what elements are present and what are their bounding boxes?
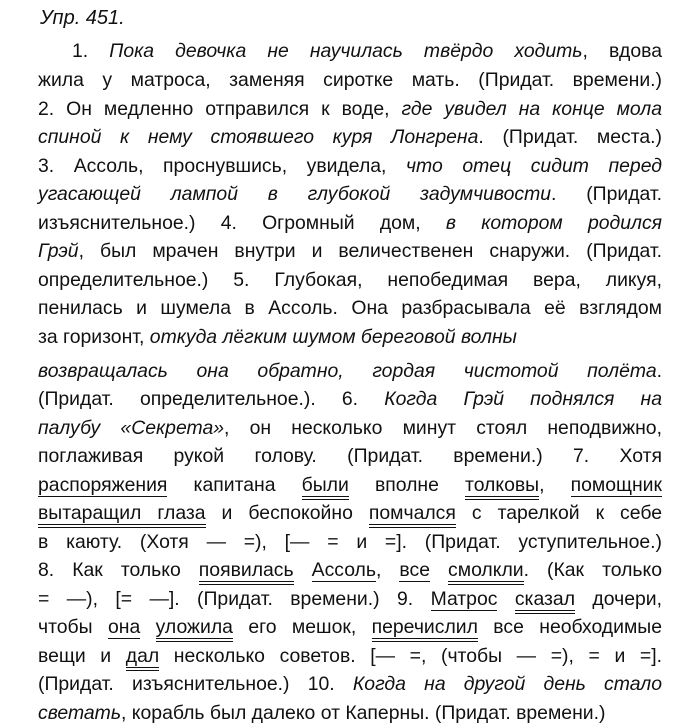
text-segment: жила у матроса, заменяя сиротке мать. (Придат. времени.) (38, 69, 662, 91)
text-segment: его мешок, (232, 616, 372, 638)
text-line (38, 498, 662, 528)
text-segment: , корабль был далеко от Каперны. (Придат. времени.) (121, 702, 606, 724)
subject-underlined: Матрос (430, 588, 498, 610)
italic-clause: в котором родился (445, 212, 663, 234)
text-segment (140, 616, 155, 638)
text-line (38, 669, 662, 699)
italic-clause: где увидел на конце мола (401, 98, 662, 120)
text-segment: . (Придат. места.) (478, 126, 662, 148)
text-segment: , был мрачен внутри и величественен снаружи. (Придат. (78, 240, 662, 262)
text-segment: , он несколько минут стоял неподвижно, (224, 417, 662, 439)
predicate-underlined: были (302, 474, 349, 500)
text-segment: определительное.) 5. Глубокая, непобедимая вера, ликуя, (38, 269, 662, 291)
text-line (38, 65, 662, 95)
italic-clause: Грэй (38, 240, 79, 262)
text-segment: и беспокойно (205, 502, 369, 524)
text-line (38, 698, 662, 728)
text-segment: все необходимые (477, 616, 663, 638)
text-segment (294, 559, 312, 581)
subject-underlined: Ассоль (311, 559, 376, 581)
text-segment: с тарелкой к себе (455, 502, 662, 524)
predicate-underlined: вытаращил глаза (38, 502, 206, 528)
text-segment: 2. Он медленно отправился к воде, (38, 98, 402, 120)
text-line (38, 555, 662, 585)
text-line (38, 208, 662, 238)
text-segment: = —), [= —]. (Придат. времени.) 9. (38, 588, 431, 610)
text-line (38, 151, 662, 181)
text-line (38, 179, 662, 209)
text-segment (430, 559, 448, 581)
text-segment: (Придат. определительное.). 6. (38, 388, 385, 410)
text-segment (497, 588, 514, 610)
text-segment: несколько советов. [— =, (чтобы — =), = и =]. (159, 645, 662, 667)
text-segment: вещи и (38, 645, 126, 667)
text-segment: пенилась и шумела в Ассоль. Она разбрасывала её взглядом (38, 297, 662, 319)
italic-clause: спиной к нему стоявшего куря Лонгрена (38, 126, 479, 148)
text-segment: капитана (167, 474, 302, 496)
text-line (38, 470, 662, 500)
text-segment: , вдова (582, 40, 663, 62)
predicate-underlined: перечислил (372, 616, 478, 642)
text-line (38, 122, 662, 152)
italic-clause: палубу «Секрета» (38, 417, 225, 439)
text-line (38, 384, 662, 414)
text-segment: . (656, 360, 662, 382)
text-segment: . (Как только (523, 559, 663, 581)
text-line (38, 322, 662, 352)
subject-underlined: помощник (570, 474, 662, 496)
italic-clause: Когда на другой день стало (352, 673, 662, 695)
italic-clause: возвращалась она обратно, гордая чистотой полёта (38, 360, 657, 382)
subject-underlined: она (107, 616, 141, 638)
text-line (38, 236, 662, 266)
text-segment: поглаживая рукой голову. (Придат. времени.) 7. Хотя (38, 445, 662, 467)
text-segment: в каюту. (Хотя — =), [— = и =]. (Придат. уступительное.) (38, 531, 662, 553)
text-line (38, 94, 662, 124)
text-segment: , (539, 474, 571, 496)
text-segment: (Придат. изъяснительное.) 10. (38, 673, 353, 695)
predicate-underlined: сказал (515, 588, 575, 614)
italic-clause: угасающей лампой в глубокой задумчивости (38, 183, 552, 205)
subject-underlined: распоряжения (38, 474, 168, 496)
italic-clause: что отец сидит перед (406, 155, 662, 177)
predicate-underlined: уложила (156, 616, 233, 642)
text-segment: изъяснительное.) 4. Огромный дом, (38, 212, 446, 234)
text-segment: вполне (348, 474, 466, 496)
text-line (38, 527, 662, 557)
predicate-underlined: дал (126, 645, 159, 671)
text-line (38, 641, 662, 671)
text-line (38, 356, 662, 386)
italic-clause: Пока девочка не научилась твёрдо ходить (109, 40, 583, 62)
italic-clause: откуда лёгким шумом береговой волны (149, 326, 517, 348)
exercise-title: Упр. 451. (40, 7, 125, 29)
text-line (38, 584, 662, 614)
predicate-underlined: помчался (369, 502, 456, 528)
text-line (38, 265, 662, 295)
text-line (38, 293, 662, 323)
subject-underlined: все (399, 559, 430, 581)
text-segment: 1. (72, 40, 110, 62)
predicate-underlined: толковы (465, 474, 539, 500)
text-segment: 3. Ассоль, проснувшись, увидела, (38, 155, 407, 177)
text-segment: 8. Как только (38, 559, 199, 581)
predicate-underlined: смолкли (448, 559, 524, 585)
text-line (38, 441, 662, 471)
text-line (38, 36, 662, 66)
italic-clause: Когда Грэй поднялся на (384, 388, 662, 410)
text-segment: , (375, 559, 400, 581)
predicate-underlined: появилась (199, 559, 294, 585)
text-line (38, 413, 662, 443)
text-line (38, 612, 662, 642)
text-segment: за горизонт, (38, 326, 150, 348)
text-segment: чтобы (38, 616, 108, 638)
text-segment: дочери, (575, 588, 662, 610)
text-segment: . (Придат. (551, 183, 662, 205)
italic-clause: светать (38, 702, 122, 724)
